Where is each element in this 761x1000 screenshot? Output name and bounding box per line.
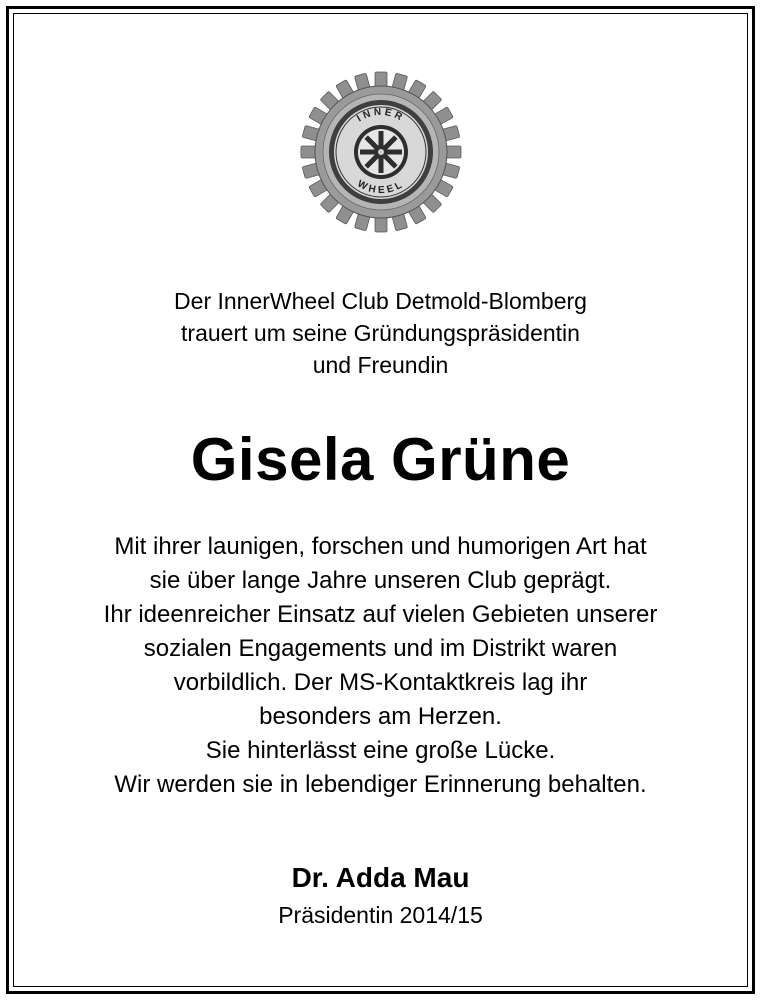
intro-text	[0, 285, 761, 381]
logo-text-bottom: WHEEL	[355, 178, 407, 197]
logo-text-top: INNER	[355, 106, 407, 125]
tribute-line: sozialen Engagements und im Distrikt waren	[143, 635, 618, 662]
deceased-name: Gisela Grüne	[190, 426, 571, 493]
tribute-line: Mit ihrer launigen, forschen und humorigen Art hat	[114, 533, 647, 560]
intro-line: Der InnerWheel Club Detmold-Blomberg	[174, 288, 587, 314]
tribute-line: sie über lange Jahre unseren Club geprägt.	[149, 567, 612, 594]
intro-line: und Freundin	[312, 352, 449, 378]
tribute-line: Wir werden sie in lebendiger Erinnerung behalten.	[114, 771, 647, 798]
tribute-line: besonders am Herzen.	[259, 703, 502, 730]
signer-name: Dr. Adda Mau	[291, 862, 470, 893]
tribute-text	[0, 530, 761, 802]
tribute-line: Sie hinterlässt eine große Lücke.	[205, 737, 556, 764]
signer-role: Präsidentin 2014/15	[278, 902, 483, 928]
intro-line: trauert um seine Gründungspräsidentin	[181, 320, 580, 346]
tribute-line: vorbildlich. Der MS-Kontaktkreis lag ihr	[173, 669, 588, 696]
tribute-line: Ihr ideenreicher Einsatz auf vielen Gebieten unserer	[103, 601, 658, 628]
innerwheel-emblem-icon	[300, 71, 462, 233]
